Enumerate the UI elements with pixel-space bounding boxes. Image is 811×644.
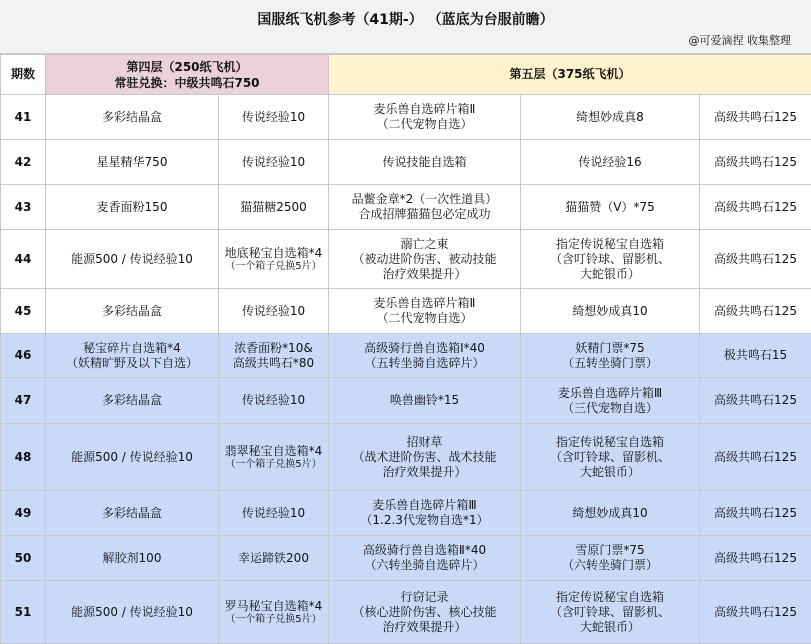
exchange-note: （一个箱子兑换5片） — [221, 614, 326, 626]
period-cell: 48 — [1, 424, 46, 491]
reward-text: 治疗效果提升） — [331, 465, 518, 480]
reward-text: 麦乐兽自选碎片箱Ⅱ — [331, 296, 518, 311]
reward-text: 多彩结晶盒 — [48, 393, 216, 408]
reward-text: 麦香面粉150 — [48, 200, 216, 215]
reward-text: 星星精华750 — [48, 155, 216, 170]
reward-text: 溺亡之東 — [331, 237, 518, 252]
reward-cell-layer4-1 — [46, 185, 219, 230]
reward-text: （六转坐骑自选碎片） — [331, 558, 518, 573]
reward-text: 传说经验10 — [221, 393, 326, 408]
reward-text: （五转坐骑自选碎片） — [331, 356, 518, 371]
reward-text: （1.2.3代宠物自选*1） — [331, 513, 518, 528]
reward-text: 招财草 — [331, 435, 518, 450]
reward-text: 大蛇银币） — [523, 465, 697, 480]
reward-text: 猫猫糖2500 — [221, 200, 326, 215]
reward-cell-layer4-2 — [219, 140, 329, 185]
reward-text: 浓香面粉*10& — [221, 341, 326, 356]
reward-text: 绮想妙成真10 — [523, 304, 697, 319]
reward-text: 高级共鸣石125 — [702, 605, 809, 620]
reward-text: 大蛇银币） — [523, 267, 697, 282]
reward-text: （含叮铃球、留影机、 — [523, 450, 697, 465]
period-cell: 41 — [1, 95, 46, 140]
reward-text: 妖精门票*75 — [523, 341, 697, 356]
table-row — [1, 230, 811, 289]
reward-cell-layer4-1 — [46, 140, 219, 185]
reward-cell-layer5-2 — [521, 491, 700, 536]
reward-cell-layer5-2 — [521, 95, 700, 140]
reward-cell-layer4-2 — [219, 334, 329, 378]
reward-cell-layer5-2 — [521, 334, 700, 378]
reward-text: （含叮铃球、留影机、 — [523, 252, 697, 267]
reward-text: 能源500 / 传说经验10 — [48, 605, 216, 620]
reward-text: 多彩结晶盒 — [48, 304, 216, 319]
reward-text: 翡翠秘宝自选箱*4 — [221, 444, 326, 459]
table-row — [1, 491, 811, 536]
reward-text: 指定传说秘宝自选箱 — [523, 590, 697, 605]
reward-text: （二代宠物自选） — [331, 311, 518, 326]
reward-text: （战术进阶伤害、战术技能 — [331, 450, 518, 465]
reward-cell-layer5-2 — [521, 424, 700, 491]
reward-cell-layer4-1 — [46, 378, 219, 424]
reward-cell-layer5-1 — [329, 334, 521, 378]
table-row — [1, 185, 811, 230]
reward-text: （二代宠物自选） — [331, 117, 518, 132]
reward-text: 秘宝碎片自选箱*4 — [48, 341, 216, 356]
reward-text: 多彩结晶盒 — [48, 506, 216, 521]
reward-cell-layer4-1 — [46, 581, 219, 644]
period-cell: 44 — [1, 230, 46, 289]
reward-text: （被动进阶伤害、被动技能 — [331, 252, 518, 267]
layer5-header: 第五层（375纸飞机） — [329, 55, 811, 95]
reward-cell-layer5-3 — [700, 491, 811, 536]
reward-text: （妖精旷野及以下自选） — [48, 356, 216, 371]
reward-text: 传说经验10 — [221, 155, 326, 170]
reward-text: 绮想妙成真8 — [523, 110, 697, 125]
reward-text: 高级共鸣石125 — [702, 450, 809, 465]
reward-text: 高级共鸣石125 — [702, 551, 809, 566]
reward-cell-layer4-1 — [46, 334, 219, 378]
period-cell: 50 — [1, 536, 46, 581]
reward-cell-layer5-1 — [329, 581, 521, 644]
reward-cell-layer5-3 — [700, 424, 811, 491]
reward-cell-layer4-2 — [219, 185, 329, 230]
reward-text: 高级共鸣石*80 — [221, 356, 326, 371]
reward-cell-layer4-2 — [219, 95, 329, 140]
period-column-header: 期数 — [1, 55, 46, 95]
table-row — [1, 95, 811, 140]
reward-cell-layer4-2 — [219, 230, 329, 289]
reward-text: 合成招牌猫猫包必定成功 — [331, 207, 518, 222]
reward-cell-layer5-3 — [700, 536, 811, 581]
reward-text: 猫猫赞（Ⅴ）*75 — [523, 200, 697, 215]
table-row — [1, 378, 811, 424]
reward-cell-layer5-2 — [521, 230, 700, 289]
reward-text: 传说经验10 — [221, 110, 326, 125]
reward-text: （三代宠物自选） — [523, 401, 697, 416]
period-cell: 42 — [1, 140, 46, 185]
reward-text: （五转坐骑门票） — [523, 356, 697, 371]
reward-cell-layer4-1 — [46, 424, 219, 491]
reward-cell-layer4-2 — [219, 536, 329, 581]
exchange-note: （一个箱子兑换5片） — [221, 459, 326, 471]
reward-cell-layer4-2 — [219, 378, 329, 424]
reward-text: 大蛇银币） — [523, 620, 697, 635]
reward-cell-layer5-3 — [700, 230, 811, 289]
reward-cell-layer4-1 — [46, 289, 219, 334]
reward-text: 传说技能自选箱 — [331, 155, 518, 170]
reward-text: 高级共鸣石125 — [702, 304, 809, 319]
reward-cell-layer5-3 — [700, 140, 811, 185]
reward-table — [0, 54, 811, 644]
reward-cell-layer5-3 — [700, 95, 811, 140]
period-cell: 47 — [1, 378, 46, 424]
reward-text: 唤兽幽铃*15 — [331, 393, 518, 408]
page-title: 国服纸飞机参考（41期-） （蓝底为台服前瞻） — [0, 9, 811, 29]
reward-cell-layer5-3 — [700, 334, 811, 378]
reward-text: 雪原门票*75 — [523, 543, 697, 558]
table-body — [1, 95, 811, 644]
layer4-header-subtitle: 常驻兑换：中级共鸣石750 — [48, 75, 326, 91]
reward-text: 绮想妙成真10 — [523, 506, 697, 521]
reward-text: 指定传说秘宝自选箱 — [523, 435, 697, 450]
reward-cell-layer5-2 — [521, 378, 700, 424]
reward-cell-layer4-1 — [46, 536, 219, 581]
reward-cell-layer4-1 — [46, 230, 219, 289]
period-cell: 45 — [1, 289, 46, 334]
reward-cell-layer5-2 — [521, 289, 700, 334]
reward-cell-layer5-1 — [329, 289, 521, 334]
reward-text: 高级共鸣石125 — [702, 155, 809, 170]
exchange-note: （一个箱子兑换5片） — [221, 261, 326, 273]
reward-text: 高级共鸣石125 — [702, 393, 809, 408]
reward-cell-layer5-1 — [329, 378, 521, 424]
reward-text: （核心进阶伤害、核心技能 — [331, 605, 518, 620]
reward-cell-layer5-3 — [700, 185, 811, 230]
reward-text: 幸运蹄铁200 — [221, 551, 326, 566]
reward-text: 高级共鸣石125 — [702, 200, 809, 215]
reward-cell-layer5-2 — [521, 581, 700, 644]
period-cell: 51 — [1, 581, 46, 644]
reward-text: 高级共鸣石125 — [702, 110, 809, 125]
reward-cell-layer4-2 — [219, 581, 329, 644]
reward-text: 解胶剂100 — [48, 551, 216, 566]
reward-cell-layer5-1 — [329, 424, 521, 491]
title-area — [0, 0, 811, 54]
period-cell: 43 — [1, 185, 46, 230]
reward-text: 传说经验10 — [221, 304, 326, 319]
reward-cell-layer4-2 — [219, 491, 329, 536]
reward-text: 传说经验16 — [523, 155, 697, 170]
reward-text: 治疗效果提升） — [331, 620, 518, 635]
reward-cell-layer5-2 — [521, 536, 700, 581]
reward-text: 高级共鸣石125 — [702, 252, 809, 267]
period-cell: 49 — [1, 491, 46, 536]
reward-text: （六转坐骑门票） — [523, 558, 697, 573]
reward-text: 治疗效果提升） — [331, 267, 518, 282]
reward-text: 麦乐兽自选碎片箱Ⅱ — [331, 102, 518, 117]
reward-text: 麦乐兽自选碎片箱Ⅲ — [331, 498, 518, 513]
reward-cell-layer4-1 — [46, 95, 219, 140]
reward-cell-layer5-1 — [329, 536, 521, 581]
reward-text: 能源500 / 传说经验10 — [48, 252, 216, 267]
reward-cell-layer4-2 — [219, 289, 329, 334]
reward-cell-layer5-1 — [329, 95, 521, 140]
reward-text: 麦乐兽自选碎片箱Ⅲ — [523, 386, 697, 401]
reward-text: 指定传说秘宝自选箱 — [523, 237, 697, 252]
reward-text: 地底秘宝自选箱*4 — [221, 246, 326, 261]
reward-cell-layer5-1 — [329, 491, 521, 536]
reward-text: 品鳖金章*2（一次性道具） — [331, 192, 518, 207]
reward-cell-layer5-1 — [329, 140, 521, 185]
table-row — [1, 334, 811, 378]
reward-cell-layer5-1 — [329, 185, 521, 230]
reward-text: 高级共鸣石125 — [702, 506, 809, 521]
reward-cell-layer4-1 — [46, 491, 219, 536]
reward-cell-layer5-2 — [521, 140, 700, 185]
header-row — [1, 55, 811, 95]
reward-cell-layer5-2 — [521, 185, 700, 230]
table-row — [1, 536, 811, 581]
reward-text: 高级骑行兽自选箱Ⅰ*40 — [331, 341, 518, 356]
reward-text: 罗马秘宝自选箱*4 — [221, 599, 326, 614]
reward-text: 行窃记录 — [331, 590, 518, 605]
table-row — [1, 424, 811, 491]
credit-text: @可爱滴捏 收集整理 — [689, 32, 792, 48]
reward-cell-layer5-3 — [700, 289, 811, 334]
table-row — [1, 289, 811, 334]
reward-text: （含叮铃球、留影机、 — [523, 605, 697, 620]
reward-cell-layer4-2 — [219, 424, 329, 491]
reward-cell-layer5-1 — [329, 230, 521, 289]
reward-text: 传说经验10 — [221, 506, 326, 521]
reward-text: 高级骑行兽自选箱Ⅱ*40 — [331, 543, 518, 558]
table-row — [1, 581, 811, 644]
reward-text: 多彩结晶盒 — [48, 110, 216, 125]
layer4-header-title: 第四层（250纸飞机） — [48, 59, 326, 75]
period-cell: 46 — [1, 334, 46, 378]
reward-text: 极共鸣石15 — [702, 348, 809, 363]
reward-cell-layer5-3 — [700, 581, 811, 644]
reward-text: 能源500 / 传说经验10 — [48, 450, 216, 465]
table-row — [1, 140, 811, 185]
reward-cell-layer5-3 — [700, 378, 811, 424]
layer4-header — [46, 55, 329, 95]
